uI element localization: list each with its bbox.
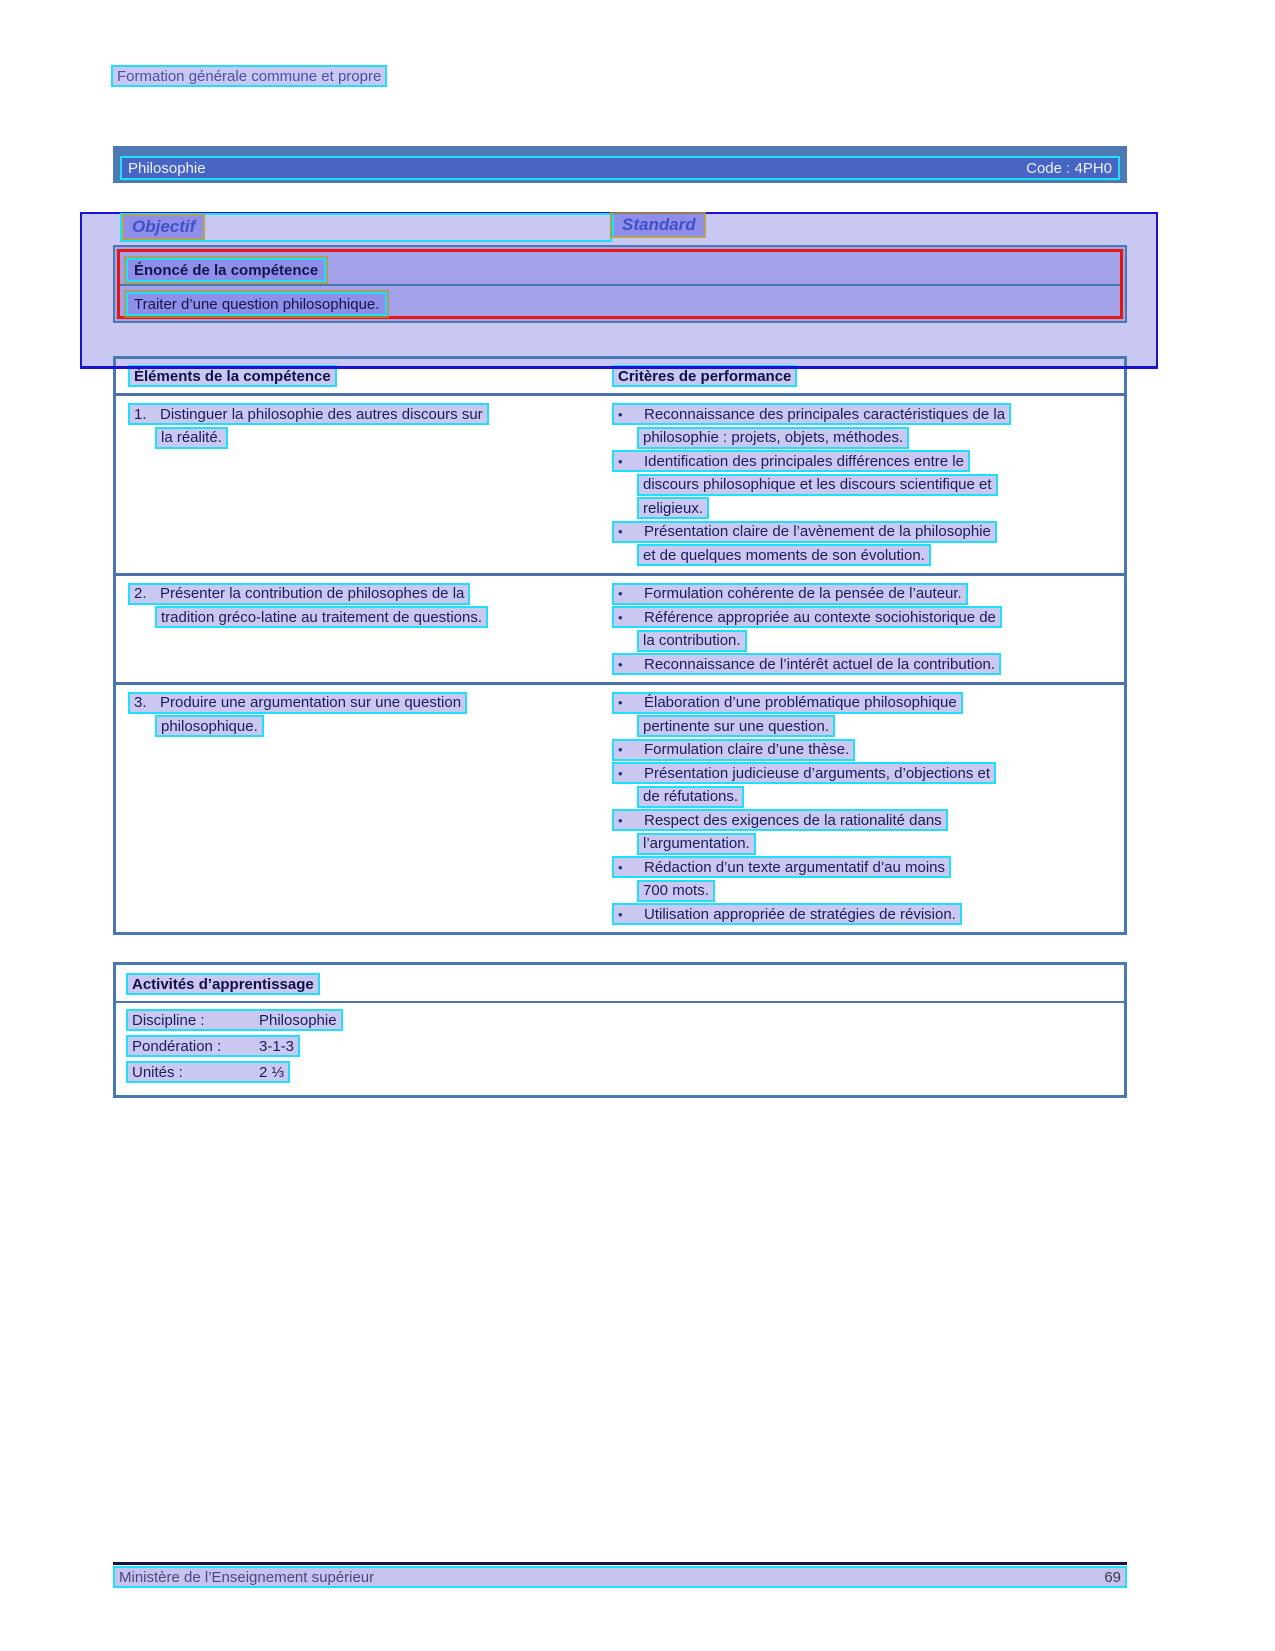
criterion-line: 700 mots. xyxy=(637,880,715,902)
criterion-line: Respect des exigences de la rationalité dans xyxy=(644,811,942,829)
bullet-icon: • xyxy=(618,859,623,875)
criterion-line: Présentation judicieuse d’arguments, d’objections et xyxy=(644,764,991,782)
bullet-icon: • xyxy=(618,586,623,601)
criterion-line: la contribution. xyxy=(637,630,747,652)
footer xyxy=(113,1566,1127,1588)
criterion-line: Élaboration d’une problématique philosophique xyxy=(644,694,957,711)
bullet-icon: • xyxy=(618,453,623,469)
criterion-line: Formulation cohérente de la pensée de l’auteur. xyxy=(644,585,962,602)
criterion-line: l’argumentation. xyxy=(637,833,756,855)
element-cell xyxy=(128,583,612,677)
element-line: la réalité. xyxy=(155,427,228,449)
table-row xyxy=(116,682,1124,932)
activites-box xyxy=(113,962,1127,1098)
item-number: 3. xyxy=(134,694,147,711)
element-line: philosophique. xyxy=(155,715,264,737)
element-line: Produire une argumentation sur une question xyxy=(160,694,462,711)
objectif-line-highlight xyxy=(120,213,612,242)
table-row xyxy=(116,573,1124,682)
enonce-box xyxy=(113,245,1127,323)
criterion-line: philosophie : projets, objets, méthodes. xyxy=(637,427,909,449)
criterion-line: de réfutations. xyxy=(637,786,744,808)
bullet-icon: • xyxy=(618,406,623,422)
criteria-cell xyxy=(612,403,1118,568)
enonce-heading: Énoncé de la compétence xyxy=(126,258,326,282)
criterion-line: pertinente sur une question. xyxy=(637,715,835,737)
item-number: 2. xyxy=(134,585,147,602)
course-code: Code : 4PH0 xyxy=(1026,159,1112,177)
bullet-icon: • xyxy=(618,524,623,539)
column-header-criteres: Critères de performance xyxy=(612,365,797,387)
title-bar xyxy=(113,146,1127,183)
element-cell xyxy=(128,692,612,927)
course-title: Philosophie xyxy=(128,159,206,177)
criterion-line: Présentation claire de l’avènement de la philosophie xyxy=(644,523,991,540)
field-label: Discipline : xyxy=(132,1011,205,1029)
column-header-elements: Éléments de la compétence xyxy=(128,365,337,387)
header-note xyxy=(111,65,387,87)
enonce-body: Traiter d’une question philosophique. xyxy=(126,292,387,316)
criterion-line: Reconnaissance de l’intérêt actuel de la contribution. xyxy=(644,655,996,673)
bullet-icon: • xyxy=(618,695,623,710)
field-label: Pondération : xyxy=(132,1037,222,1055)
element-line: Distinguer la philosophie des autres discours sur xyxy=(160,405,483,423)
element-line: tradition gréco-latine au traitement de questions. xyxy=(155,606,488,628)
annotation-overlay-bottom-border xyxy=(80,366,1158,369)
activites-header-row xyxy=(116,965,1124,1003)
element-line: Présenter la contribution de philosophes de la xyxy=(160,585,465,602)
criterion-line: Formulation claire d’une thèse. xyxy=(644,741,850,758)
footer-divider xyxy=(113,1562,1127,1565)
criterion-line: Utilisation appropriée de stratégies de révision. xyxy=(644,905,956,923)
criterion-line: Identification des principales différences entre le xyxy=(644,452,964,470)
criteria-cell xyxy=(612,692,1118,927)
field-value: 3-1-3 xyxy=(259,1037,295,1055)
title-bar-highlight xyxy=(120,156,1120,180)
criterion-line: religieux. xyxy=(637,497,709,519)
bullet-icon: • xyxy=(618,812,623,828)
bullet-icon: • xyxy=(618,742,623,757)
bullet-icon: • xyxy=(618,906,623,922)
activites-body xyxy=(116,1003,1124,1095)
competence-table xyxy=(113,356,1127,935)
criterion-line: Rédaction d’un texte argumentatif d’au moins xyxy=(644,858,946,876)
bullet-icon: • xyxy=(618,765,623,781)
enonce-body-row xyxy=(120,286,1120,316)
objectif-heading: Objectif xyxy=(124,216,203,238)
bullet-icon: • xyxy=(618,656,623,672)
field-label: Unités : xyxy=(132,1063,183,1081)
annotation-red-box xyxy=(117,249,1123,319)
element-cell xyxy=(128,403,612,568)
activites-heading: Activités d’apprentissage xyxy=(126,973,320,995)
bullet-icon: • xyxy=(618,609,623,625)
criterion-line: Référence appropriée au contexte sociohistorique de xyxy=(644,608,996,626)
standard-heading: Standard xyxy=(612,214,704,236)
page-number: 69 xyxy=(1104,1568,1121,1586)
enonce-heading-row xyxy=(120,252,1120,286)
criteria-cell xyxy=(612,583,1118,677)
criterion-line: et de quelques moments de son évolution. xyxy=(637,544,931,566)
item-number: 1. xyxy=(134,405,147,423)
field-value: 2 ⅓ xyxy=(259,1063,285,1081)
competence-table-header xyxy=(116,359,1124,393)
criterion-line: discours philosophique et les discours scientifique et xyxy=(637,474,998,496)
criterion-line: Reconnaissance des principales caractéristiques de la xyxy=(644,405,1006,423)
field-value: Philosophie xyxy=(259,1011,337,1029)
table-row xyxy=(116,393,1124,573)
header-note-text: Formation générale commune et propre xyxy=(111,65,387,87)
footer-ministry: Ministère de l’Enseignement supérieur xyxy=(119,1568,375,1586)
